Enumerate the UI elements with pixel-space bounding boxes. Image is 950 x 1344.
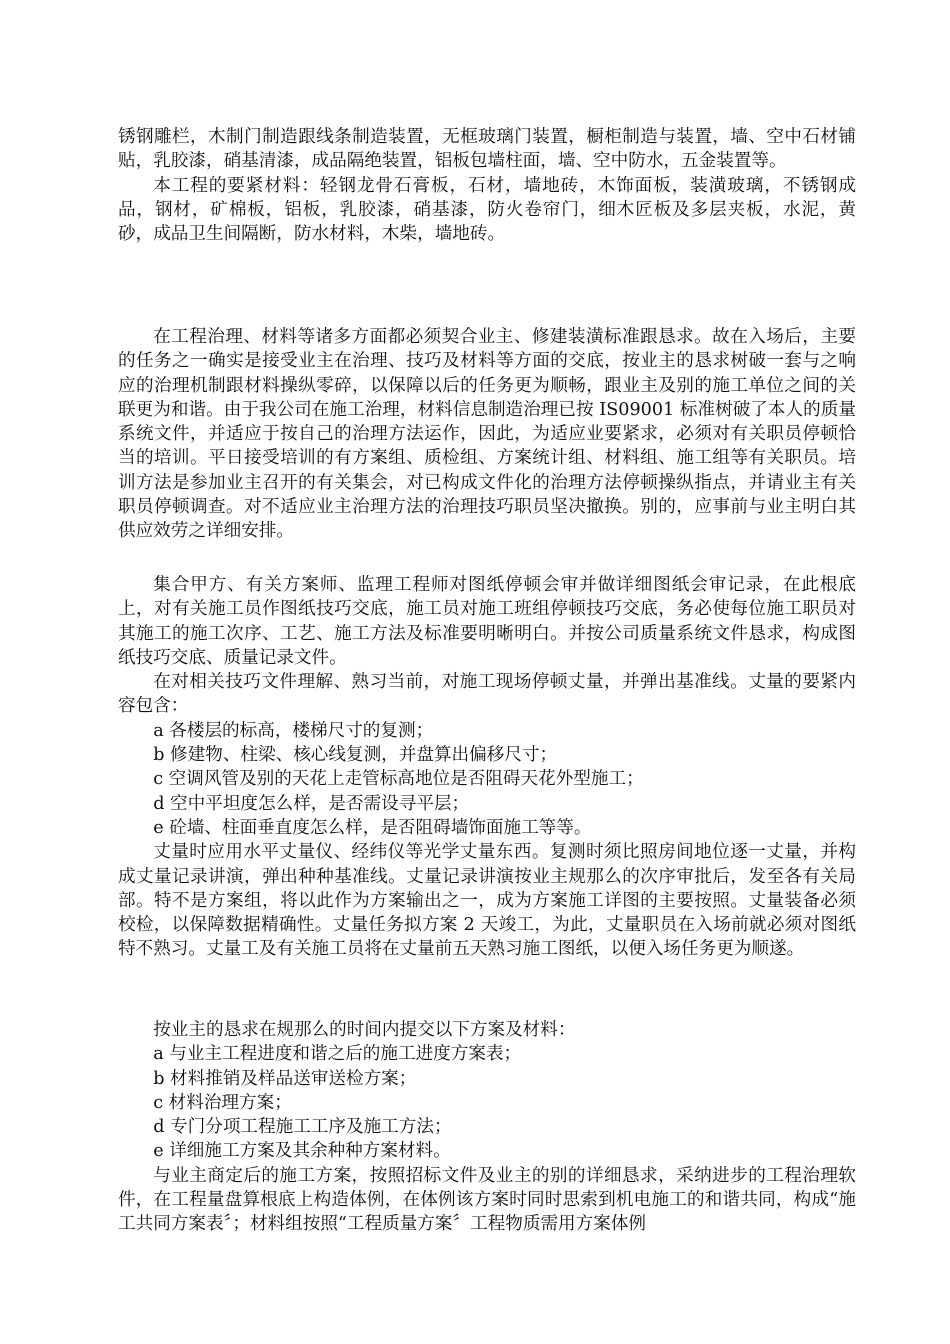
list-item: d 空中平坦度怎么样，是否需设寻平层； (153, 793, 470, 814)
list-item: c 空调风管及别的天花上走管标高地位是否阻碍天花外型施工； (153, 769, 644, 790)
list-item: b 材料推销及样品送审送检方案； (153, 1068, 417, 1089)
list-item: b 修建物、柱梁、核心线复测，并盘算出偏移尺寸； (153, 745, 558, 766)
paragraph: 按业主的恳求在规那么的时间内提交以下方案及材料： (153, 1020, 576, 1040)
paragraph: 本工程的要紧材料：轻钢龙骨石膏板，石材，墙地砖，木饰面板，装潢玻璃，不锈钢成品，钢材，矿棉板，铝板，乳胶漆，硝基漆，防火卷帘门，细木匠板及多层夹板，水泥，黄砂，成品卫生间隔断，防水材料，木柴，墙地砖。 (118, 175, 856, 245)
list-item: e 砼墙、柱面垂直度怎么样，是否阻碍墙饰面施工等等。 (153, 817, 592, 838)
section-management (118, 325, 856, 544)
paragraph: 与业主商定后的施工方案，按照招标文件及业主的别的详细恳求，采纳进步的工程治理软件，在工程量盘算根底上构造体例，在体例该方案时同时思索到机电施工的和谐共同，构成“施工共同方案表〞；材料组按照“工程质量方案〞工程物质需用方案体例 (118, 1165, 856, 1235)
list-item: a 各楼层的标高，楼梯尺寸的复测； (153, 720, 434, 741)
list-item: c 材料治理方案； (153, 1092, 292, 1113)
list-item: e 详细施工方案及其余种种方案材料。 (153, 1141, 451, 1162)
section-drawing-review (118, 573, 856, 962)
paragraph: 丈量时应用水平丈量仪、经纬仪等光学丈量东西。复测时须比照房间地位逐一丈量，并构成丈量记录讲演，弹出种种基准线。丈量记录讲演按业主规那么的次序审批后，发至各有关局部。特不是方案组，将以此作为方案输出之一，成为方案施工详图的主要按照。丈量装备必须校检，以保障数据精确性。丈量任务拟方案 2 天竣工，为此，丈量职员在入场前就必须对图纸特不熟习。丈量工及有关施工员将在丈量前五天熟习施工图纸，以便入场任务更为顺遂。 (118, 842, 856, 960)
list-item: a 与业主工程进度和谐之后的施工进度方案表； (153, 1044, 522, 1065)
paragraph: 集合甲方、有关方案师、监理工程师对图纸停顿会审并做详细图纸会审记录，在此根底上，对有关施工员作图纸技巧交底，施工员对施工班组停顿技巧交底，务必使每位施工职员对其施工的施工次序、工艺、施工方法及标准要明晰明白。并按公司质量系统文件恳求，构成图纸技巧交底、质量记录文件。 (118, 575, 856, 668)
section-materials (118, 125, 856, 246)
paragraph: 锈钢雕栏，木制门制造跟线条制造装置，无框玻璃门装置，橱柜制造与装置，墙、空中石材铺贴，乳胶漆，硝基清漆，成品隔绝装置，铝板包墙柱面，墙、空中防水，五金装置等。 (118, 127, 856, 172)
paragraph: 在工程治理、材料等诸多方面都必须契合业主、修建装潢标准跟恳求。故在入场后，主要的任务之一确实是接受业主在治理、技巧及材料等方面的交底，按业主的恳求树破一套与之响应的治理机制跟材料操纵零碎，以保障以后的任务更为顺畅，跟业主及别的施工单位之间的关联更为和谐。由于我公司在施工治理，材料信息制造治理已按 IS09001 标准树破了本人的质量系统文件，并适应于按自己的治理方法运作，因此，为适应业要紧求，必须对有关职员停顿恰当的培训。平日接受培训的有方案组、质检组、方案统计组、材料组、施工组等有关职员。培训方法是参加业主召开的有关集会，对已构成文件化的治理方法停顿操纵指点，并请业主有关职员停顿调查。对不适应业主治理方法的治理技巧职员坚决撤换。别的，应事前与业主明白其供应效劳之详细安排。 (118, 327, 856, 542)
list-item: d 专门分项工程施工工序及施工方法； (153, 1117, 452, 1138)
paragraph: 在对相关技巧文件理解、熟习当前，对施工现场停顿丈量，并弹出基准线。丈量的要紧内容包含： (118, 672, 856, 717)
section-plan-submission (118, 1018, 856, 1237)
